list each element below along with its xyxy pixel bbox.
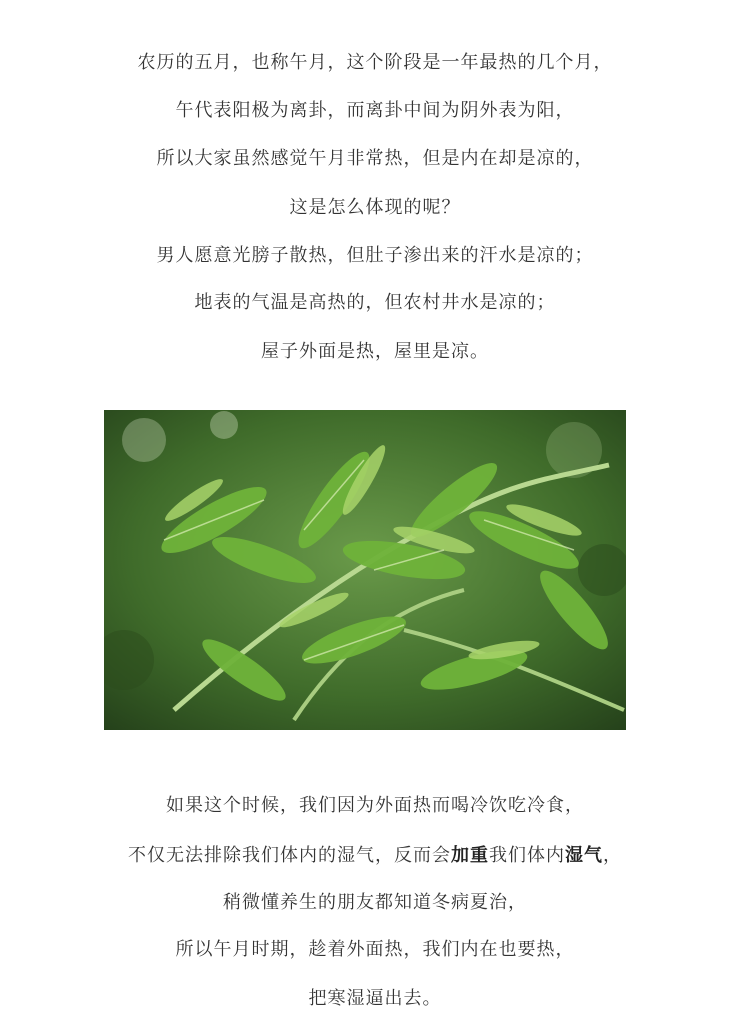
- text-line-5: 男人愿意光膀子散热，但肚子渗出来的汗水是凉的；: [156, 245, 594, 266]
- text-line-11: 所以午月时期，趁着外面热，我们内在也要热，: [175, 939, 575, 960]
- text-line-4: 这是怎么体现的呢？: [289, 197, 461, 218]
- emphasis-shiqi: 湿气: [565, 845, 603, 866]
- text-line-10: 稍微懂养生的朋友都知道冬病夏治，: [223, 892, 527, 913]
- emphasis-jiazhong: 加重: [451, 845, 489, 866]
- text-line-8: 如果这个时候，我们因为外面热而喝冷饮吃冷食，: [166, 795, 584, 816]
- text-line-7: 屋子外面是热，屋里是凉。: [261, 341, 489, 362]
- text-segment: ，: [603, 845, 622, 866]
- mugwort-photo: [104, 410, 626, 730]
- text-line-9: [0, 843, 750, 869]
- text-line-1: 农历的五月，也称午月，这个阶段是一年最热的几个月，: [137, 52, 613, 73]
- text-line-2: 午代表阳极为离卦，而离卦中间为阴外表为阳，: [175, 100, 575, 121]
- text-line-3: 所以大家虽然感觉午月非常热，但是内在却是凉的，: [156, 148, 594, 169]
- text-line-6: 地表的气温是高热的，但农村井水是凉的；: [194, 292, 556, 313]
- text-segment: 不仅无法排除我们体内的湿气，反而会: [128, 845, 451, 866]
- text-line-12: 把寒湿逼出去。: [308, 988, 442, 1009]
- text-segment: 我们体内: [489, 845, 565, 866]
